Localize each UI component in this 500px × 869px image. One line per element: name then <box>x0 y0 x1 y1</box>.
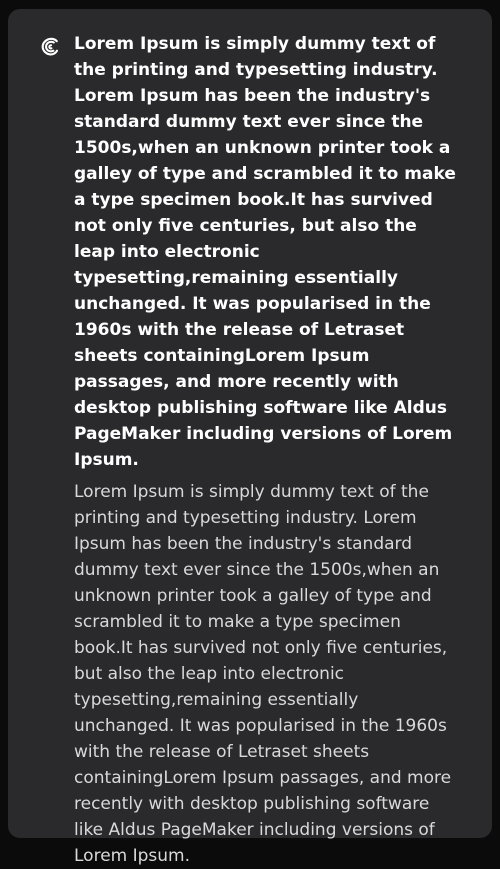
message-content <box>74 31 462 869</box>
message-card <box>8 9 492 866</box>
message-heading: Lorem Ipsum is simply dummy text of the printing and typesetting industry. Lorem Ipsum has been the industry's standard dummy text ever since the 1500s,when an unknown printer took a galley of type and scrambled it to make a type specimen book.It has survived not only five centuries, but also the leap into electronic typesetting,remaining essentially unchanged. It was popularised in the 1960s with the release of Letraset sheets containingLorem Ipsum passages, and more recently with desktop publishing software like Aldus PageMaker including versions of Lorem Ipsum. <box>74 34 456 470</box>
swirl-logo-icon <box>40 37 60 57</box>
message-body: Lorem Ipsum is simply dummy text of the printing and typesetting industry. Lorem Ipsum has been the industry's standard dummy text ever since the 1500s,when an unknown printer took a galley of type and scrambled it to make a type specimen book.It has survived not only five centuries, but also the leap into electronic typesetting,remaining essentially unchanged. It was popularised in the 1960s with the release of Letraset sheets containingLorem Ipsum passages, and more recently with desktop publishing software like Aldus PageMaker including versions of Lorem Ipsum. <box>74 482 452 866</box>
